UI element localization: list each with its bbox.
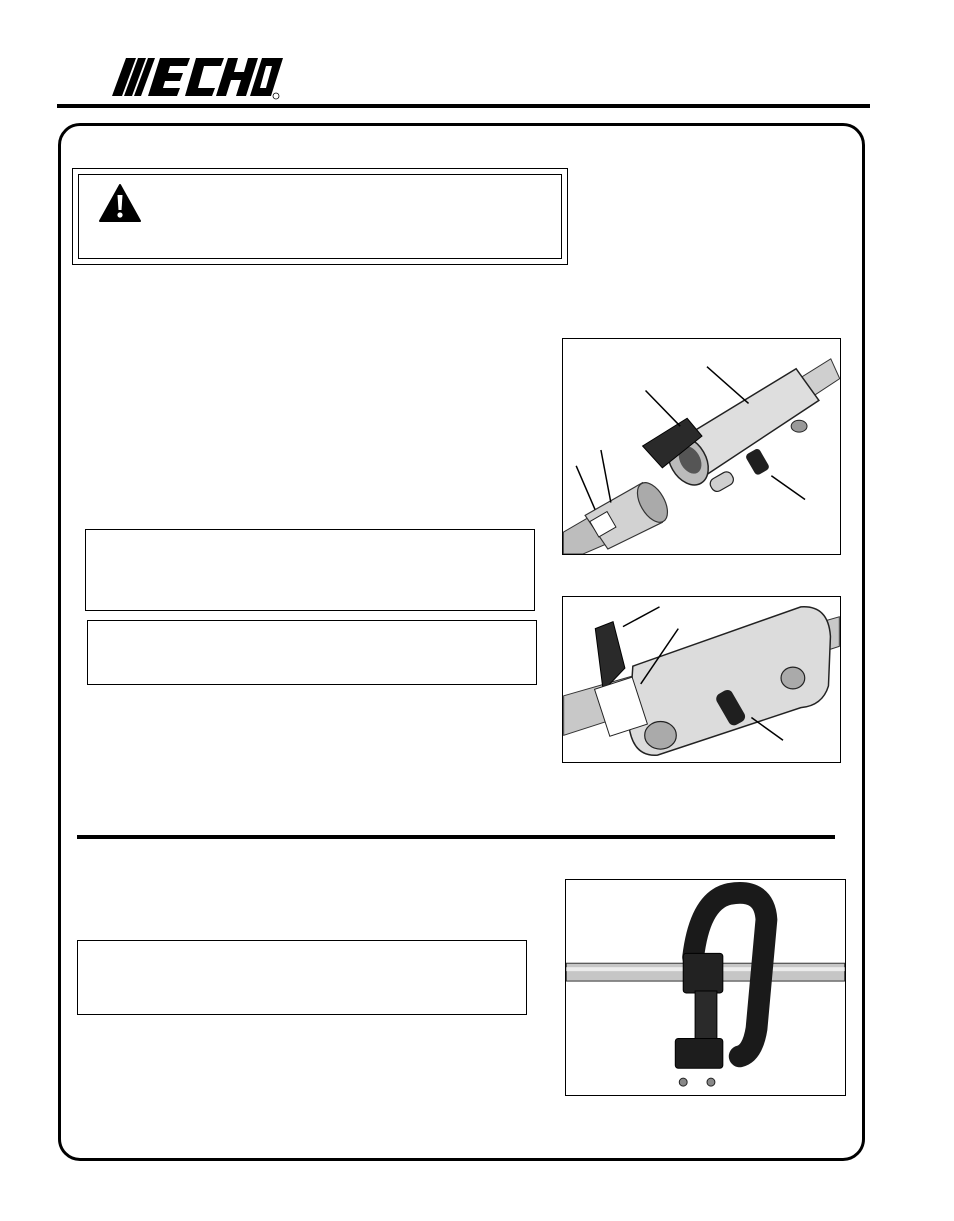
echo-logo [108,56,283,100]
note-box-3 [77,940,527,1015]
note-box-2 [87,620,537,685]
figure-coupler-exploded [562,338,841,555]
coupler-assembled-illustration [563,597,840,762]
warning-triangle-icon [98,183,142,223]
figure-loop-handle [565,879,846,1096]
note-box-1 [85,529,535,611]
section-divider [77,835,835,839]
figure-coupler-assembled [562,596,841,763]
warning-box-inner [78,174,562,259]
header-rule [57,104,870,108]
loop-handle-illustration [566,880,845,1095]
coupler-exploded-illustration [563,339,840,554]
